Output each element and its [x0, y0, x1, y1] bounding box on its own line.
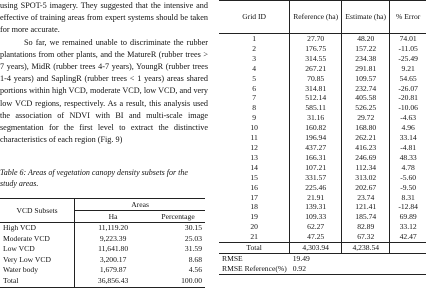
estimate-ha: 202.67 [342, 183, 390, 193]
estimate-ha: 112.34 [342, 163, 390, 173]
table-row [219, 212, 426, 222]
vcd-area-percentage: 8.68 [188, 254, 202, 264]
reference-ha: 109.33 [290, 212, 342, 222]
grid-id: 7 [219, 93, 290, 103]
grid-id: 10 [219, 123, 290, 133]
table6-caption: Table 6: Areas of vegetation canopy density subsets for the study areas. [0, 168, 188, 188]
grid-id: 16 [219, 183, 290, 193]
table-row [219, 153, 426, 163]
vcd-subset-name: Total [0, 276, 75, 287]
reference-ha: 196.94 [290, 133, 342, 143]
vcd-subset-name: Low VCD [0, 244, 75, 255]
estimate-ha: 313.02 [342, 173, 390, 183]
reference-ha: 27.70 [290, 34, 342, 44]
table-row [219, 123, 426, 133]
vcd-subset-name: Water body [0, 265, 75, 276]
vcd-area-percentage: 30.15 [184, 223, 202, 232]
error-percent: -26.07 [398, 83, 418, 93]
estimate-ha: 23.74 [342, 193, 390, 203]
left-column [0, 0, 208, 146]
grid-id: 9 [219, 113, 290, 123]
estimate-ha: 526.25 [342, 103, 390, 113]
grid-id: 18 [219, 202, 290, 212]
error-percent: 48.33 [399, 152, 417, 162]
total-label: Total [219, 243, 290, 254]
reference-ha: 225.46 [290, 183, 342, 193]
vcd-subset-name: Very Low VCD [0, 255, 75, 266]
estimate-ha: 109.57 [342, 74, 390, 84]
vcd-area-ha: 11,119.20 [98, 223, 129, 232]
table-row [219, 193, 426, 203]
table-row [219, 74, 426, 84]
table-row [219, 133, 426, 143]
col-header-percentage: Percentage [151, 211, 205, 223]
error-percent: 33.12 [399, 222, 417, 232]
reference-ha: 166.31 [290, 153, 342, 163]
error-percent: -12.84 [398, 202, 418, 212]
estimate-ha: 185.74 [342, 212, 390, 222]
reference-ha: 62.27 [290, 222, 342, 232]
grid-id: 8 [219, 103, 290, 113]
grid-id: 3 [219, 54, 290, 64]
total-estimate: 4,238.54 [342, 243, 390, 254]
grid-id: 13 [219, 153, 290, 163]
estimate-ha: 48.20 [342, 34, 390, 44]
estimate-ha: 121.41 [342, 202, 390, 212]
vcd-area-ha: 1,679.87 [99, 265, 127, 275]
reference-ha: 21.91 [290, 193, 342, 203]
col-header-areas: Areas [75, 199, 205, 211]
error-percent: 42.47 [399, 232, 417, 242]
grid-id: 14 [219, 163, 290, 173]
reference-ha: 47.25 [290, 232, 342, 242]
vcd-area-ha: 9,223.39 [99, 233, 127, 243]
col-header-error: % Error [390, 1, 426, 34]
vcd-area-percentage: 100.00 [151, 276, 205, 287]
estimate-ha: 405.58 [342, 93, 390, 103]
estimate-ha: 262.21 [342, 133, 390, 143]
table-row [219, 84, 426, 94]
rmse-reference-value: 0.92 [290, 264, 342, 274]
vcd-area-percentage: 25.03 [184, 233, 202, 243]
grid-id: 5 [219, 74, 290, 84]
vcd-subset-name: Moderate VCD [0, 234, 75, 245]
error-percent: 4.78 [401, 162, 415, 172]
vcd-area-ha: 3,200.17 [99, 254, 127, 264]
table-row [219, 222, 426, 232]
error-percent: -9.50 [400, 182, 417, 192]
grid-id: 20 [219, 222, 290, 232]
error-percent: -20.81 [398, 93, 418, 103]
error-percent: 33.14 [399, 133, 417, 143]
table-row [219, 64, 426, 74]
estimate-ha: 232.74 [342, 84, 390, 94]
reference-ha: 267.21 [290, 64, 342, 74]
table-row [219, 163, 426, 173]
table-row [219, 183, 426, 193]
grid-id: 1 [219, 34, 290, 44]
error-percent: 9.21 [401, 63, 415, 73]
table-row [0, 255, 205, 266]
vcd-area-ha: 36,856.43 [75, 276, 152, 287]
grid-id: 2 [219, 44, 290, 54]
grid-id: 19 [219, 212, 290, 222]
grid-id: 11 [219, 133, 290, 143]
grid-id: 12 [219, 143, 290, 153]
rmse-reference-label: RMSE Reference(%) [219, 264, 290, 274]
table-row [219, 173, 426, 183]
reference-ha: 176.75 [290, 44, 342, 54]
table-row [219, 44, 426, 54]
error-percent: -10.06 [398, 103, 418, 113]
col-header-estimate: Estimate (ha) [342, 1, 390, 34]
table-row [219, 232, 426, 242]
error-percent: -4.63 [400, 113, 417, 123]
reference-ha: 160.82 [290, 123, 342, 133]
vcd-table-body [0, 223, 205, 288]
grid-table-body [219, 34, 426, 243]
col-header-subset: VCD Subsets [0, 199, 75, 223]
reference-ha: 139.31 [290, 202, 342, 212]
table-row [219, 143, 426, 153]
estimate-ha: 234.38 [342, 54, 390, 64]
vcd-area-ha: 11,641.80 [98, 244, 129, 254]
estimate-ha: 82.89 [342, 222, 390, 232]
vcd-subset-name: High VCD [0, 223, 75, 234]
table-row [0, 244, 205, 255]
reference-ha: 31.16 [290, 113, 342, 123]
estimate-ha: 29.72 [342, 113, 390, 123]
reference-ha: 107.21 [290, 163, 342, 173]
error-percent: -4.81 [400, 142, 417, 152]
grid-id: 4 [219, 64, 290, 74]
estimate-ha: 157.22 [342, 44, 390, 54]
error-percent: -5.60 [400, 172, 417, 182]
grid-id: 15 [219, 173, 290, 183]
reference-ha: 314.81 [290, 84, 342, 94]
rmse-value: 19.49 [290, 253, 342, 263]
error-percent: -25.49 [398, 53, 418, 63]
error-percent: 74.01 [399, 34, 417, 43]
error-percent: -11.05 [398, 43, 418, 53]
estimate-ha: 416.23 [342, 143, 390, 153]
table-row [219, 202, 426, 212]
table-row [0, 276, 205, 287]
col-header-grid-id: Grid ID [219, 1, 290, 34]
error-percent: 8.31 [401, 192, 415, 202]
reference-ha: 585.11 [290, 103, 342, 113]
total-reference: 4,303.94 [290, 243, 342, 254]
table-row [0, 265, 205, 276]
error-percent: 69.89 [399, 212, 417, 222]
grid-accuracy-table [219, 0, 426, 275]
table-row [219, 54, 426, 64]
table-row [0, 223, 205, 234]
reference-ha: 437.27 [290, 143, 342, 153]
col-header-reference: Reference (ha) [290, 1, 342, 34]
reference-ha: 512.14 [290, 93, 342, 103]
error-percent: 4.96 [401, 123, 415, 133]
estimate-ha: 291.81 [342, 64, 390, 74]
reference-ha: 314.55 [290, 54, 342, 64]
table-row [219, 34, 426, 44]
estimate-ha: 246.69 [342, 153, 390, 163]
estimate-ha: 168.80 [342, 123, 390, 133]
estimate-ha: 67.32 [342, 232, 390, 242]
col-header-ha: Ha [75, 211, 152, 223]
paragraph-vcd: So far, we remained unable to discriminate the rubber plantations from other plants, and the MatureR (rubber trees > 7 years), MidR (rubber trees 4-7 years), YoungR (rubber trees 1-4 years) and SaplingR (rubber trees < 1 years) areas shared portions within high VCD, moderate VCD, low VCD, and very low VCD regions, respectively. As a result, this analysis used the association of NDVI with BI and multi-scale image segmentation for the first level to extract the distinctive characteristics of each region (Fig. 9) [0, 37, 208, 145]
vcd-area-percentage: 4.56 [188, 265, 202, 275]
paragraph-intro: using SPOT-5 imagery. They suggested that the intensive and effective of training areas from expert systems should be taken for more accurate. [0, 1, 208, 35]
reference-ha: 70.85 [290, 74, 342, 84]
error-percent: 54.65 [399, 73, 417, 83]
grid-id: 17 [219, 193, 290, 203]
rmse-label: RMSE [219, 253, 290, 263]
table-row [219, 103, 426, 113]
vcd-areas-table [0, 198, 205, 288]
grid-id: 6 [219, 84, 290, 94]
table-row [0, 234, 205, 245]
vcd-area-percentage: 31.59 [184, 244, 202, 254]
grid-id: 21 [219, 232, 290, 242]
table-row [219, 93, 426, 103]
reference-ha: 331.57 [290, 173, 342, 183]
table-row [219, 113, 426, 123]
